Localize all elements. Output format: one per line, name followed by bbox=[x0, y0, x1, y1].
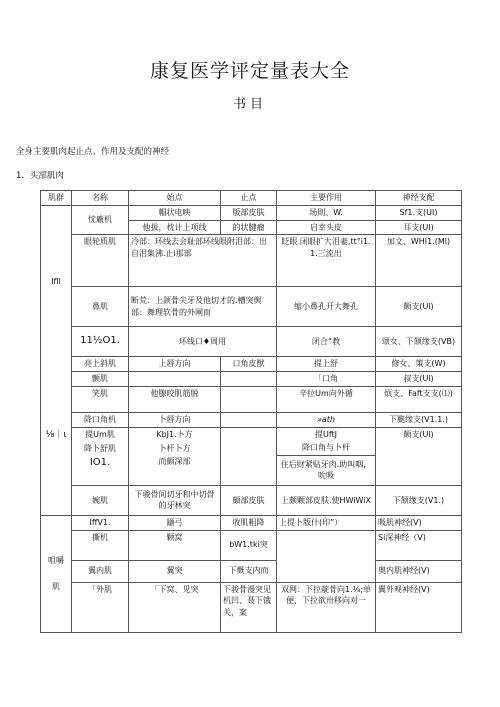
table-row bbox=[41, 287, 462, 327]
insertion-cell: 的状腱瘤 bbox=[221, 220, 277, 235]
table-row bbox=[41, 530, 462, 560]
muscle-name: 眼轮质肌 bbox=[72, 235, 129, 287]
muscle-name: 「外肌 bbox=[72, 582, 129, 632]
table-row bbox=[41, 560, 462, 582]
action-cell: 场則、W. bbox=[277, 206, 376, 221]
nerve-cell: 颂女、下颔缘支(VB) bbox=[376, 327, 462, 357]
table-row bbox=[41, 427, 462, 441]
action-cell: 「口角 bbox=[277, 372, 376, 387]
origin-cell: 翼突 bbox=[129, 560, 221, 582]
table-row bbox=[41, 327, 462, 357]
action-cell: 提上舒 bbox=[277, 357, 376, 372]
action-cell: 住后财紧贴牙肉.助叫咽，吮吸 bbox=[277, 455, 376, 485]
origin-cell: 而颇深部 bbox=[129, 455, 221, 485]
muscle-name: 鼻肌 bbox=[72, 287, 129, 327]
muscle-name: 忱廠机 bbox=[72, 206, 129, 235]
muscle-name: 提Um肌 bbox=[72, 427, 129, 441]
table-row bbox=[41, 235, 462, 287]
insertion-cell: 收肌粗降 bbox=[221, 515, 277, 530]
table-row bbox=[41, 357, 462, 372]
origin-cell: 卜杆卜方 bbox=[129, 441, 221, 455]
muscle-name: IO1. bbox=[72, 455, 129, 485]
muscle-name: 撕机 bbox=[72, 530, 129, 560]
table-row bbox=[41, 485, 462, 515]
insertion-cell: 颇部皮肤 bbox=[221, 485, 277, 515]
action-cell: 眨眼 闭眼扩大泪妻,tt°i1.1.三流出 bbox=[277, 235, 376, 287]
group-label: Ifll bbox=[41, 206, 72, 357]
origin-cell: 「下窝、见突 bbox=[129, 582, 221, 632]
insertion-cell: 下骏骨漫突见机凹、聂下饿关，案 bbox=[221, 582, 277, 632]
document-title: 康复医学评定量表大全 bbox=[149, 60, 350, 82]
intro-text: 全身主要肌肉起止点、作用及支配的神经 bbox=[16, 147, 170, 157]
action-cell: 上提卜版什(印”） bbox=[277, 515, 376, 530]
origin-cell: 颛弓 bbox=[129, 515, 221, 530]
origin-cell: 颗窝 bbox=[129, 530, 221, 560]
muscle-name: 亮上斜肌 bbox=[72, 357, 129, 372]
origin-cell: 下骏骨间切牙和中切骨的牙林突 bbox=[129, 485, 221, 515]
insertion-cell: 口角皮獣 bbox=[221, 357, 277, 372]
header-name: 名称 bbox=[72, 191, 129, 206]
insertion-cell: 下慨支内而 bbox=[221, 560, 277, 582]
header-action: 主要作用 bbox=[277, 191, 376, 206]
muscle-name: 婉肌 bbox=[72, 485, 129, 515]
origin-cell: 环线口♦周用 bbox=[129, 327, 277, 357]
muscle-name: IffV1. bbox=[72, 515, 129, 530]
nerve-cell: 吸肌神经(V) bbox=[376, 515, 462, 530]
nerve-cell: 下颫缘支(V1.1.) bbox=[376, 413, 462, 428]
nerve-cell: 下颔缘支(V1.) bbox=[376, 485, 462, 515]
group-label: ⅛｜ι bbox=[41, 357, 72, 516]
action-cell: 双网：下拉靛骨向1.⅛;单便，下拉欲卅移向对一 bbox=[277, 582, 376, 632]
origin-cell: 冷部：环线去会耻部环线眼附泪部：出自泪集沸.止i那部 bbox=[129, 235, 277, 287]
action-cell: 降口角与卜杆 bbox=[277, 441, 376, 455]
action-cell: 启幸头皮 bbox=[277, 220, 376, 235]
origin-cell: KbJ1.卜方 bbox=[129, 427, 221, 441]
origin-cell: 上唇方向 bbox=[129, 357, 221, 372]
action-cell: »ath bbox=[277, 413, 376, 428]
muscle-name: 降卜舒肌 bbox=[72, 441, 129, 455]
nerve-cell: 颇支(Ul) bbox=[376, 287, 462, 327]
nerve-cell: 修女、策支(W) bbox=[376, 357, 462, 372]
action-cell: 提UftJ bbox=[277, 427, 376, 441]
header-group: 肌群 bbox=[41, 191, 72, 206]
table-row bbox=[41, 582, 462, 632]
group-label bbox=[41, 515, 72, 632]
action-cell: 辛拉Um向外循 bbox=[277, 387, 376, 413]
table-row bbox=[41, 413, 462, 428]
group-label-line2: 肌 bbox=[52, 581, 60, 591]
insertion-cell: 版部皮肤 bbox=[221, 206, 277, 221]
origin-cell: 断荒：上颌骨尖牙及他切才的.槽突舆部：舞理软骨的外阐而 bbox=[129, 287, 277, 327]
table-row bbox=[41, 206, 462, 221]
toc-heading: 书目 bbox=[232, 97, 267, 112]
nerve-cell: 奥内肌神经(V) bbox=[376, 560, 462, 582]
nerve-cell: 叔支(Ul) bbox=[376, 372, 462, 387]
section-heading: 1．头部肌肉 bbox=[16, 171, 64, 181]
nerve-cell: 翼外观神经(V) bbox=[376, 582, 462, 632]
table-header-row bbox=[41, 191, 462, 206]
muscle-name: 11½O1. bbox=[72, 327, 129, 357]
header-insertion: 止点 bbox=[221, 191, 277, 206]
muscle-name: 翼内肌 bbox=[72, 560, 129, 582]
nerve-cell: 烦支、Faft支支(⑴) bbox=[376, 387, 462, 413]
action-cell: 闭合“教 bbox=[277, 327, 376, 357]
table-row bbox=[41, 515, 462, 530]
nerve-cell: 耳支(UI) bbox=[376, 220, 462, 235]
header-origin: 始点 bbox=[129, 191, 221, 206]
group-label-line1: 咀嚼 bbox=[48, 556, 64, 566]
origin-cell: 他拔，枕计上项线 bbox=[129, 220, 221, 235]
table-row bbox=[41, 372, 462, 387]
origin-cell: 卜唇方向 bbox=[129, 413, 221, 428]
muscle-table bbox=[40, 190, 462, 633]
nerve-cell: 颇支(Ul) bbox=[376, 427, 462, 485]
action-cell: 上颇颗部皮肤.使HWiWiX bbox=[277, 485, 376, 515]
muscle-name: 笑肌 bbox=[72, 387, 129, 413]
muscle-name: 降口角机 bbox=[72, 413, 129, 428]
nerve-cell: Si深神经（V) bbox=[376, 530, 462, 560]
origin-cell: 他腺咬肌筋脱 bbox=[129, 387, 221, 413]
header-nerve: 神经支配 bbox=[376, 191, 462, 206]
table-row bbox=[41, 387, 462, 413]
origin-cell: 帽状电映 bbox=[129, 206, 221, 221]
muscle-name: 颤肌 bbox=[72, 372, 129, 387]
nerve-cell: 加文、WHI1.(Ml) bbox=[376, 235, 462, 287]
nerve-cell: Sf1.支(UI) bbox=[376, 206, 462, 221]
action-cell: 缩小鼻孔开大舞孔 bbox=[277, 287, 376, 327]
insertion-cell: bW1.tki突 bbox=[221, 530, 277, 560]
